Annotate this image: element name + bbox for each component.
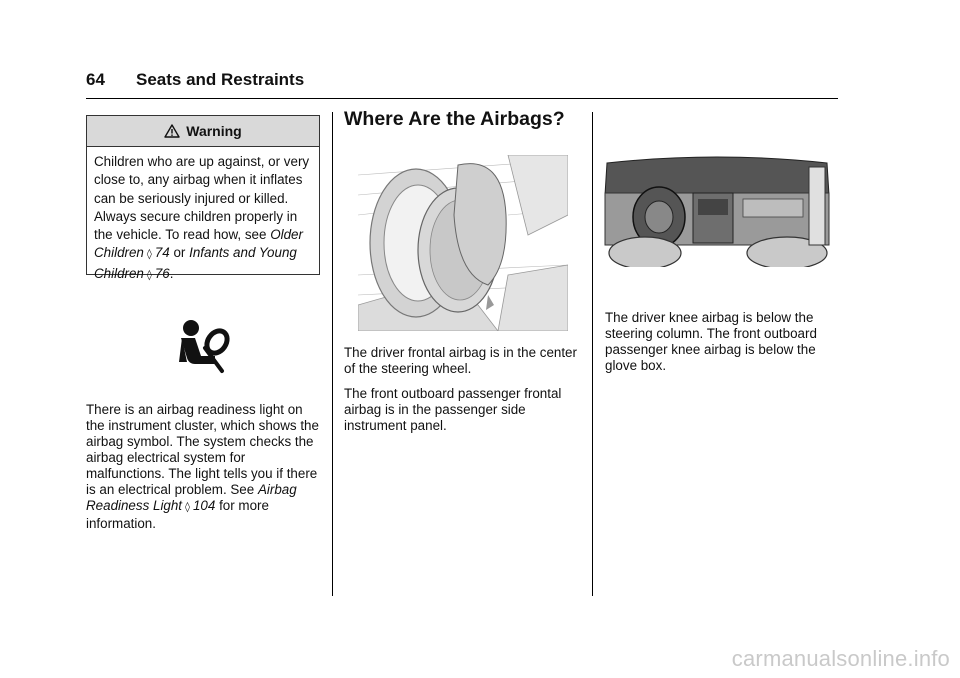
page-number: 64: [86, 70, 105, 89]
watermark: carmanualsonline.info: [731, 646, 950, 671]
airbag-readiness-icon: [175, 318, 231, 374]
knee-airbag-text: The driver knee airbag is below the steering column. The front outboard passenger knee airbag is below the glove box.: [605, 310, 817, 373]
warning-box: [86, 115, 320, 281]
warning-title: Warning: [186, 123, 242, 139]
warning-text: Children who are up against, or very close to, any airbag when it inflates can be seriously injured or killed. Always secure children properly in the vehicle. To read how, see: [94, 154, 310, 243]
section-heading: Where Are the Airbags?: [344, 108, 565, 130]
xref-icon: ◊: [146, 249, 152, 261]
warning-end: .: [169, 265, 174, 281]
readiness-text: There is an airbag readiness light on the instrument cluster, which shows the airbag symbol. The system checks the airbag electrical system for malfunctions. The light tells you if there is an electrical problem. See: [86, 402, 319, 497]
page-ref-older-children[interactable]: 74: [154, 245, 170, 261]
readiness-tail: for more information.: [86, 498, 269, 531]
page-ref-readiness[interactable]: 104: [192, 498, 216, 513]
link-airbag-readiness-light[interactable]: Airbag Readiness Light: [86, 482, 297, 513]
xref-icon: ◊: [185, 502, 190, 513]
xref-icon: ◊: [146, 269, 152, 281]
right-column-text: [605, 310, 839, 383]
page-ref-infants[interactable]: 76: [154, 265, 170, 281]
warning-body: [87, 147, 319, 285]
column-divider-right: [592, 112, 593, 596]
knee-airbag-illustration: [603, 155, 831, 267]
link-infants-young-children[interactable]: Infants and Young Children: [94, 245, 297, 281]
readiness-paragraph: [86, 402, 324, 532]
page-header: [86, 70, 304, 90]
column-divider-left: [332, 112, 333, 596]
warning-header: [87, 116, 319, 147]
link-older-children[interactable]: Older Children: [94, 227, 303, 261]
driver-airbag-illustration: [358, 155, 568, 331]
driver-frontal-airbag-text: The driver frontal airbag is in the center of the steering wheel.: [344, 345, 577, 376]
passenger-frontal-airbag-text: The front outboard passenger frontal airbag is in the passenger side instrument panel.: [344, 386, 562, 433]
header-rule: [86, 98, 838, 99]
section-title: Seats and Restraints: [136, 70, 305, 89]
left-column: [86, 402, 324, 541]
warning-triangle-icon: [164, 124, 180, 138]
warning-or: or: [173, 245, 186, 261]
middle-column-text: [344, 345, 580, 443]
